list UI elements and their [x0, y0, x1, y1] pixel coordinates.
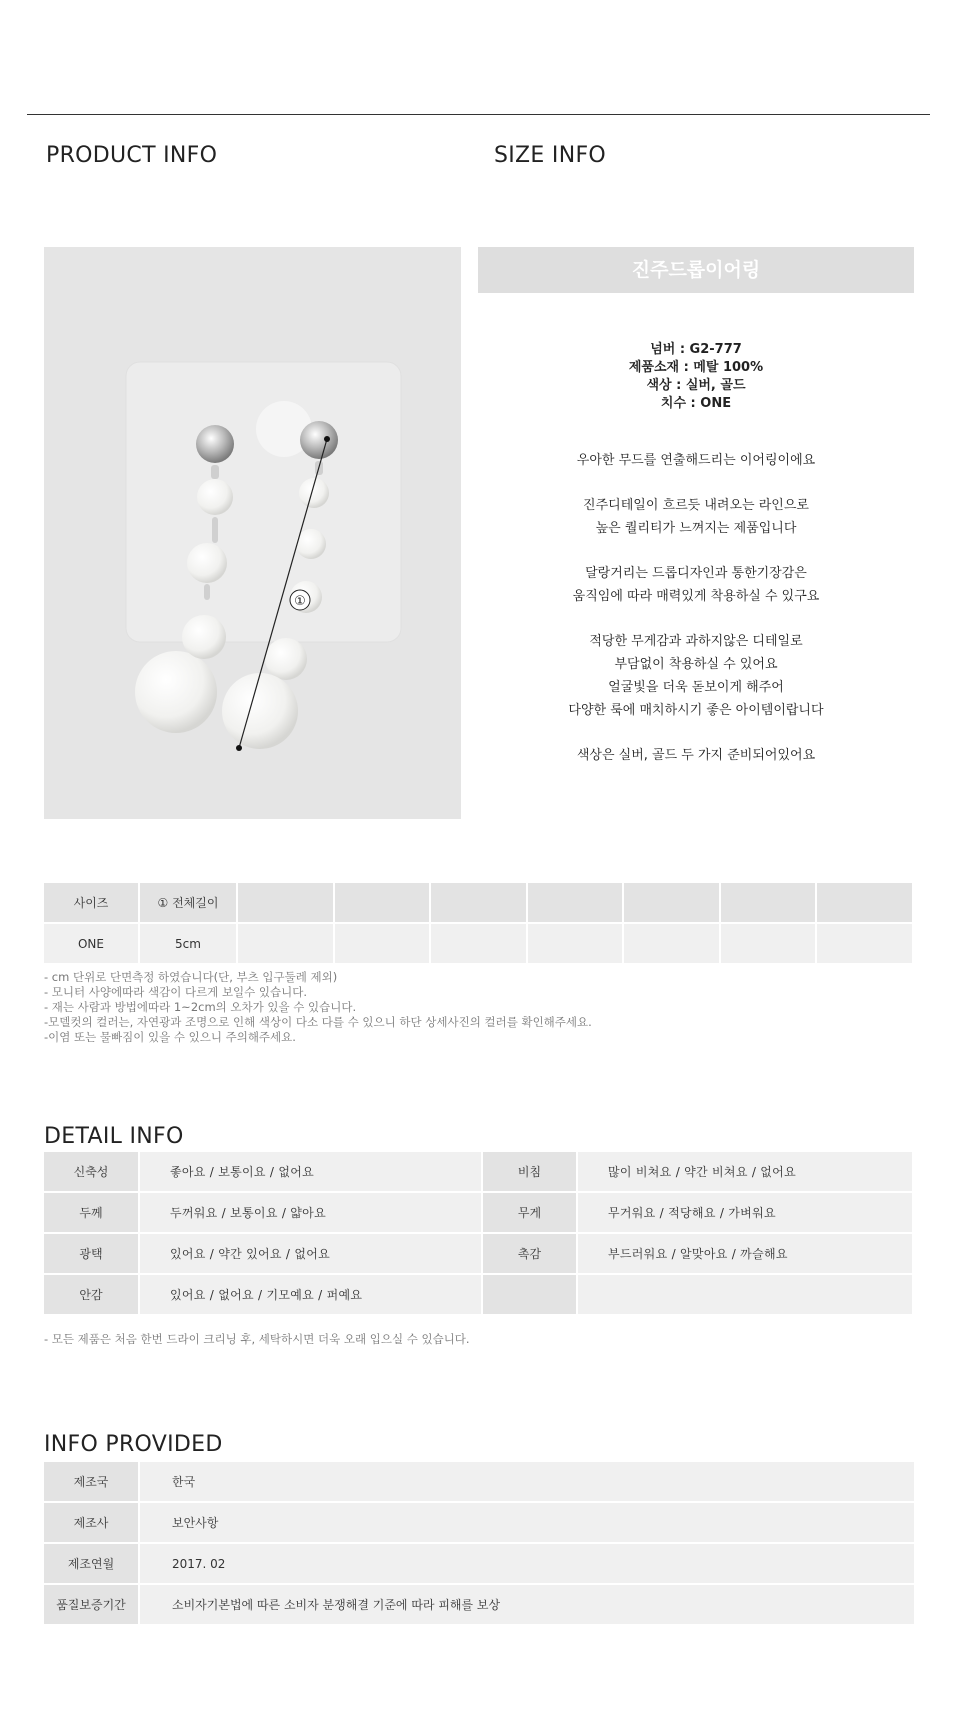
detail-value: 부드러워요 / 알맞아요 / 까슬해요 [577, 1233, 913, 1274]
note-line: - 모니터 사양에따라 색감이 다르게 보일수 있습니다. [44, 985, 308, 999]
desc-paragraph: 달랑거리는 드롭디자인과 통한기장감은 움직임에 따라 매력있게 착용하실 수 있구요 [572, 566, 820, 604]
spec-material: 제품소재 : 메탈 100% [628, 360, 764, 375]
table-row [44, 1502, 914, 1543]
size-info-heading: SIZE INFO [494, 143, 607, 168]
top-divider [27, 114, 930, 115]
earring-illustration [44, 247, 461, 819]
spec-number: 넘버 : G2-777 [650, 342, 742, 357]
detail-value [577, 1274, 913, 1315]
length-value: 5cm [139, 923, 237, 964]
product-description [478, 449, 914, 789]
table-row [44, 1233, 913, 1274]
note-line: - cm 단위로 단면측정 하였습니다(단, 부츠 입구둘레 제외) [44, 970, 338, 984]
table-row [44, 1192, 913, 1233]
table-row [44, 1274, 913, 1315]
detail-label: 촉감 [482, 1233, 577, 1274]
provided-label: 제조연월 [44, 1543, 139, 1584]
detail-label: 두께 [44, 1192, 139, 1233]
spec-size: 치수 : ONE [660, 396, 732, 411]
size-header-length: ① 전체길이 [139, 883, 237, 923]
detail-label: 안감 [44, 1274, 139, 1315]
care-note: - 모든 제품은 처음 한번 드라이 크리닝 후, 세탁하시면 더욱 오래 입으실 수 있습니다. [44, 1332, 470, 1346]
note-line: -모델컷의 컬러는, 자연광과 조명으로 인해 색상이 다소 다를 수 있으니 하단 상세사진의 컬러를 확인해주세요. [44, 1015, 592, 1029]
table-row [44, 923, 913, 964]
detail-value: 있어요 / 없어요 / 기모예요 / 퍼예요 [139, 1274, 482, 1315]
detail-label: 무게 [482, 1192, 577, 1233]
desc-paragraph: 진주디테일이 흐르듯 내려오는 라인으로 높은 퀄리티가 느껴지는 제품입니다 [583, 498, 809, 536]
size-notes [44, 970, 592, 1045]
detail-value: 두꺼워요 / 보통이요 / 얇아요 [139, 1192, 482, 1233]
product-photo [44, 247, 461, 819]
size-header-label: 사이즈 [44, 883, 139, 923]
desc-paragraph: 색상은 실버, 골드 두 가지 준비되어있어요 [576, 748, 816, 763]
desc-paragraph: 적당한 무게감과 과하지않은 디테일로 부담없이 착용하실 수 있어요 얼굴빛을 더욱 돋보이게 해주어 다양한 룩에 매치하시기 좋은 아이템이랍니다 [568, 634, 824, 718]
table-row [44, 1584, 914, 1625]
measure-marker-label: ① [294, 594, 306, 609]
size-table [44, 883, 914, 965]
provided-value: 보안사항 [139, 1502, 914, 1543]
info-provided-heading: INFO PROVIDED [44, 1432, 223, 1457]
note-line: -이염 또는 물빠짐이 있을 수 있으니 주의해주세요. [44, 1030, 296, 1044]
detail-label: 비침 [482, 1152, 577, 1192]
product-info-heading: PRODUCT INFO [46, 143, 218, 168]
provided-value: 한국 [139, 1462, 914, 1502]
detail-table [44, 1152, 914, 1316]
product-name-banner: 진주드롭이어링 [478, 247, 914, 293]
provided-value: 소비자기본법에 따른 소비자 분쟁해결 기준에 따라 피해를 보상 [139, 1584, 914, 1625]
size-value: ONE [44, 923, 139, 964]
detail-label [482, 1274, 577, 1315]
provided-label: 제조사 [44, 1502, 139, 1543]
detail-info-heading: DETAIL INFO [44, 1124, 184, 1149]
detail-value: 있어요 / 약간 있어요 / 없어요 [139, 1233, 482, 1274]
provided-label: 품질보증기간 [44, 1584, 139, 1625]
detail-value: 무거워요 / 적당해요 / 가벼워요 [577, 1192, 913, 1233]
note-line: - 재는 사람과 방법에따라 1~2cm의 오차가 있을 수 있습니다. [44, 1000, 357, 1014]
product-specs [478, 341, 914, 413]
detail-label: 광택 [44, 1233, 139, 1274]
spec-color: 색상 : 실버, 골드 [646, 378, 746, 393]
detail-value: 많이 비쳐요 / 약간 비쳐요 / 없어요 [577, 1152, 913, 1192]
table-row [44, 1543, 914, 1584]
table-row [44, 1462, 914, 1502]
provided-label: 제조국 [44, 1462, 139, 1502]
table-row [44, 883, 913, 923]
provided-value: 2017. 02 [139, 1543, 914, 1584]
detail-label: 신축성 [44, 1152, 139, 1192]
table-row [44, 1152, 913, 1192]
desc-paragraph: 우아한 무드를 연출해드리는 이어링이에요 [576, 453, 816, 468]
detail-value: 좋아요 / 보통이요 / 없어요 [139, 1152, 482, 1192]
provided-table [44, 1462, 914, 1626]
